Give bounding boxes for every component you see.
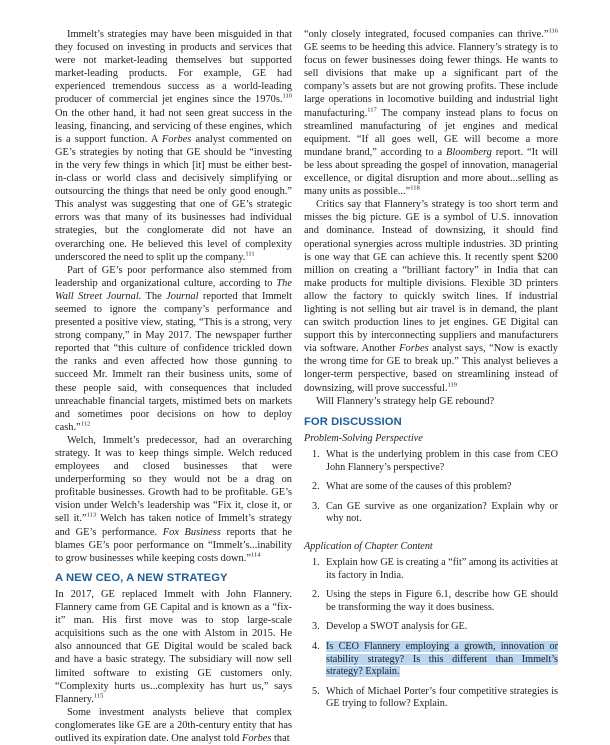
italic-title: Forbes: [161, 133, 192, 145]
left-paragraphs-after: [55, 588, 292, 745]
footnote-marker: 113: [86, 512, 97, 519]
text-run: analyst says, “Now is exactly the wrong time for GE to break up.” This analyst believes a longer-term perspective, based on streamlining instead of downsizing, will prove successful.: [304, 343, 558, 394]
discussion-subtitle: Problem-Solving Perspective: [304, 432, 423, 444]
text-run: The company instead plans to focus on streamlined manufacturing of jet engines and medical equipment. “If all goes well, GE will become a more mundane brand,” according to a: [304, 107, 558, 158]
discussion-sections: [304, 432, 558, 711]
left-paragraphs: [55, 28, 292, 565]
footnote-marker: 117: [367, 106, 377, 114]
question-number: 3.: [312, 621, 320, 633]
question-item: [304, 481, 558, 494]
text-run: “only closely integrated, focused companies can thrive.”: [304, 29, 549, 40]
right-paragraphs: [304, 28, 558, 408]
question-text: Explain how GE is creating a “fit” among its activities at its factory in India.: [326, 556, 558, 581]
text-run: Part of GE’s poor performance also stemmed from leadership and organizational culture, according to: [55, 264, 292, 289]
footnote-marker: 111: [245, 250, 255, 258]
footnote-marker: 119: [447, 381, 457, 389]
question-number: 1.: [312, 556, 320, 568]
question-number: 2.: [312, 589, 320, 601]
footnote-marker: 118: [410, 184, 420, 192]
footnote-marker: 116: [548, 27, 558, 35]
text-run: GE seems to be heeding this advice. Flannery’s strategy is to focus on fewer businesses doing fewer things. He wants to sell divisions that make up a significant part of the company’s assets but are not growing profits. These include large operations in locomotive building and industrial light manufacturing.: [304, 42, 558, 119]
paragraph: [55, 588, 292, 706]
paragraph: [55, 706, 292, 745]
question-item: [304, 449, 558, 474]
text-run: Some investment analysts believe that complex conglomerates like GE are a 20th-century entity that has outlived its expiration date. One analyst told: [55, 706, 292, 744]
italic-title: Journal: [166, 290, 199, 302]
text-run: reported that Immelt seemed to ignore the company’s performance and presented a positive view, stating, “This is a strong, very strong company,” in May 2017. The newspaper further reported that “this culture of confidence trickled down the ranks and even affected how those gunning to succeed Mr. Immelt ran their business units, some of these people said, with consequences that included unreachable financial targets, mistimed bets on markets and sometimes poor decisions on how to deploy cash.”: [55, 290, 292, 433]
paragraph: [304, 28, 558, 198]
italic-title: Forbes: [242, 732, 272, 744]
italic-title: The Wall Street Journal.: [55, 277, 292, 302]
question-number: 2.: [312, 481, 320, 493]
text-run: Welch, Immelt’s predecessor, had an overarching strategy. It was to keep things simple. Welch reduced employees and closed businesses that were underperforming so they would not be a drag on profitable businesses. Growth had to be profitable. GE’s vision under Welch’s leadership was “Fix it, close it, or sell it.”: [55, 434, 292, 525]
section-heading-new-ceo: A NEW CEO, A NEW STRATEGY: [55, 571, 228, 584]
paragraph: [55, 28, 292, 264]
paragraph: [55, 264, 292, 434]
question-item: [304, 557, 558, 582]
question-number: 4.: [312, 640, 320, 652]
question-text: Can GE survive as one organization? Explain why or why not.: [326, 500, 558, 525]
paragraph: [304, 198, 558, 394]
text-run: report. “It will be less about spreading the gospel of innovation, managerial excellence, or digital disruption and more about...selling as many units as possible...”: [304, 146, 559, 198]
right-column: [304, 28, 558, 718]
question-text: Using the steps in Figure 6.1, describe how GE should be transforming the way it does business.: [326, 589, 558, 613]
discussion-subtitle: Application of Chapter Content: [304, 540, 433, 552]
text-run: Immelt’s strategies may have been misguided in that they focused on investing in products and services that were not market-leading themselves but supported market-leading products. For example, GE had experienced tremendous success as a world-leading producer of commercial jet engines since the 1970s.: [55, 29, 292, 106]
text-run: The: [141, 290, 167, 302]
footnote-marker: 112: [80, 420, 91, 428]
italic-title: Forbes: [399, 343, 429, 355]
text-run: reports that he blames GE’s poor performance on “Immelt’s...inability to grow businesses while keeping costs down.”: [55, 526, 293, 564]
question-number: 3.: [312, 500, 320, 512]
text-run: On the other hand, it had not seen great success in the leasing, financing, and servicing of these engines, which is a support function. A: [55, 107, 292, 145]
footnote-marker: 115: [93, 692, 104, 700]
text-run: Critics say that Flannery’s strategy is too short term and misses the big picture. GE is a symbol of U.S. innovation and dominance. Instead of downsizing, it should find operational synergies across multiple industries. 3D printing is one way that GE can achieve this. It recently spent $200 million on creating a “brilliant factory” in India that can make products for multiple divisions. Flexible 3D printers allow the factory to quickly switch lines. If industrial lighting is not selling but air travel is in demand, the plant can switch production lines to jet engines. GE Digital can support this by interconnecting suppliers and manufacturers via software. Another: [304, 199, 558, 355]
paragraph: [304, 395, 558, 408]
text-run: that: [271, 732, 290, 744]
question-text: Which of Michael Porter’s four competitive strategies is GE trying to follow? Explain.: [326, 685, 558, 710]
question-item: [304, 641, 558, 679]
question-text-highlighted: Is CEO Flannery employing a growth, innovation or stability strategy? Is this different than Immelt’s strategy? Explain.: [326, 640, 558, 678]
question-list: [304, 557, 558, 711]
question-number: 5.: [312, 685, 320, 697]
question-item: [304, 686, 558, 711]
question-list: [304, 449, 558, 526]
question-number: 1.: [312, 448, 320, 460]
text-run: In 2017, GE replaced Immelt with John Flannery. Flannery came from GE Capital and is known as a “fix-it” man. His first move was to stop large-scale acquisitions such as the one with Alstom in 2015. He also announced that GE Digital would be scaled back and have a basic strategy. The subsidiary will now sell limited software to existing GE customers only. “Complexity hurts us...complexity has hurt us,” says Flannery.: [55, 588, 292, 705]
footnote-marker: 114: [250, 551, 261, 559]
question-text: What are some of the causes of this problem?: [326, 481, 512, 493]
question-text: What is the underlying problem in this case from CEO John Flannery’s perspective?: [326, 448, 558, 473]
italic-title: Fox Business: [162, 526, 221, 538]
section-heading-for-discussion: FOR DISCUSSION: [304, 415, 402, 428]
paragraph: [55, 434, 292, 565]
footnote-marker: 110: [282, 93, 292, 100]
question-item: [304, 621, 558, 634]
question-item: [304, 501, 558, 526]
text-run: analyst commented on GE’s strategies by noting that GE should be “investing in the very few things in which [it] must be either best-in-class or world class and decisively simplifying or outsourcing the things that need be only good enough.” This analyst was suggesting that one of GE’s strategic errors was that many of its businesses had individual strategies, but the conglomerate did not have an overarching one. He believed this level of complexity underscored the need to split up the company.: [55, 133, 292, 263]
italic-title: Bloomberg: [446, 146, 492, 158]
question-text: Develop a SWOT analysis for GE.: [326, 621, 468, 633]
text-run: Welch has taken notice of Immelt’s strategy and GE’s performance.: [55, 513, 292, 538]
question-item: [304, 589, 558, 614]
left-column: [55, 28, 292, 745]
text-run: Will Flannery’s strategy help GE rebound?: [316, 395, 495, 407]
